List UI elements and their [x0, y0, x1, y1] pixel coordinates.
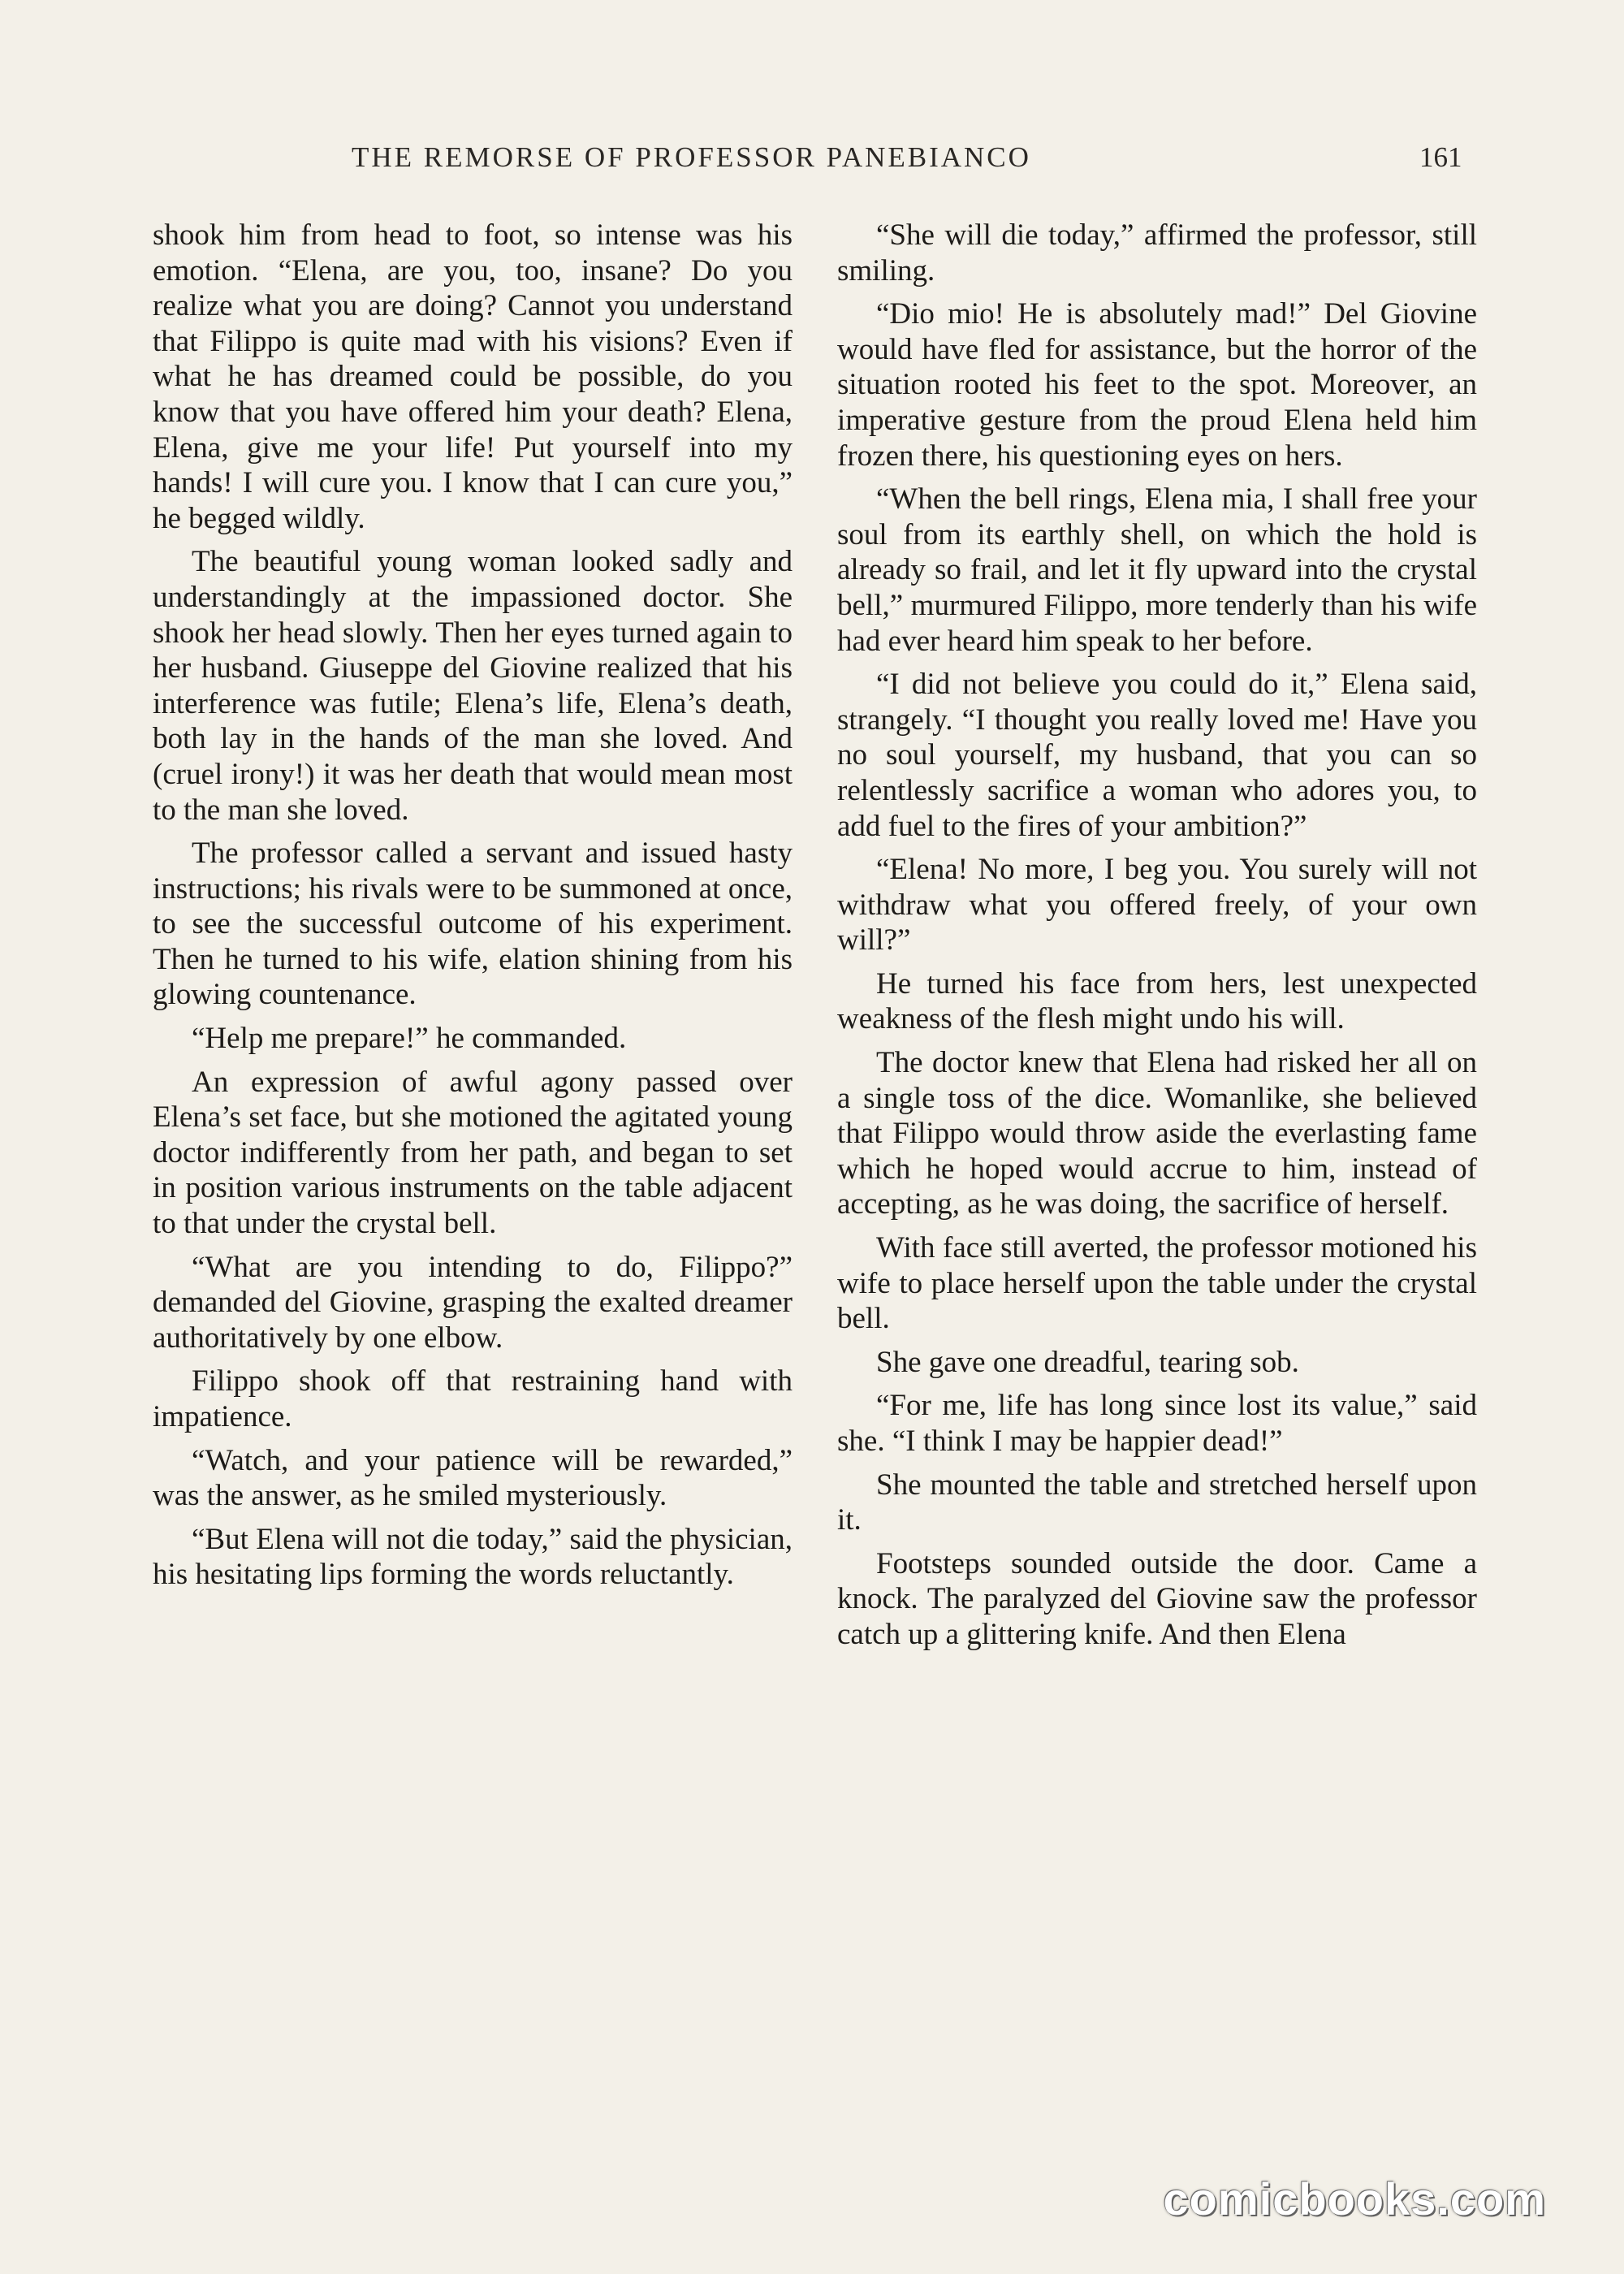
paragraph: “She will die today,” affirmed the professor, still smiling. [837, 218, 1477, 287]
paragraph: Filippo shook off that restraining hand with impatience. [153, 1364, 793, 1433]
paragraph: He turned his face from hers, lest unexpected weakness of the flesh might undo his will. [837, 966, 1477, 1036]
paragraph: “Watch, and your patience will be rewarded,” was the answer, as he smiled mysteriously. [153, 1443, 793, 1513]
paragraph: “Dio mio! He is absolutely mad!” Del Giovine would have fled for assistance, but the horror of the situation rooted his feet to the spot. Moreover, an imperative gesture from the proud Elena held him frozen there, his questioning eyes on hers. [837, 297, 1477, 473]
paragraph: She mounted the table and stretched herself upon it. [837, 1468, 1477, 1537]
left-column [153, 218, 793, 1601]
paragraph: Footsteps sounded outside the door. Came a knock. The paralyzed del Giovine saw the professor catch up a glittering knife. And then Elena [837, 1546, 1477, 1651]
paragraph: “Elena! No more, I beg you. You surely will not withdraw what you offered freely, of your own will?” [837, 853, 1477, 958]
paragraph: She gave one dreadful, tearing sob. [876, 1345, 1299, 1379]
paragraph: The doctor knew that Elena had risked her all on a single toss of the dice. Womanlike, she believed that Filippo would throw aside the everlasting fame which he hoped would accrue to him, instead of accepting, as he was doing, the sacrifice of herself. [837, 1046, 1477, 1221]
paragraph: With face still averted, the professor motioned his wife to place herself upon the table under the crystal bell. [837, 1231, 1477, 1336]
page-number: 161 [1419, 141, 1462, 173]
paragraph: An expression of awful agony passed over Elena’s set face, but she motioned the agitated young doctor indifferently from her path, and began to set in position various instruments on the table adjacent to that under the crystal bell. [153, 1065, 793, 1241]
paragraph: The professor called a servant and issued hasty instructions; his rivals were to be summoned at once, to see the successful outcome of his experiment. Then he turned to his wife, elation shining from his glowing countenance. [153, 837, 793, 1012]
paragraph: shook him from head to foot, so intense was his emotion. “Elena, are you, too, insane? Do you realize what you are doing? Cannot you understand that Filippo is quite mad with his visions? Even if what he has dreamed could be possible, do you know that you have offered him your death? Elena, Elena, give me your life! Put yourself into my hands! I will cure you. I know that I can cure you,” he begged wildly. [153, 218, 793, 535]
paragraph: “When the bell rings, Elena mia, I shall free your soul from its earthly shell, on which the hold is already so frail, and let it fly upward into the crystal bell,” murmured Filippo, more tenderly than his wife had ever heard him speak to her before. [837, 482, 1477, 658]
running-title: THE REMORSE OF PROFESSOR PANEBIANCO [352, 141, 1031, 173]
right-column [837, 218, 1477, 1661]
site-watermark: comicbooks.com [1163, 2173, 1546, 2224]
paragraph: The beautiful young woman looked sadly and understandingly at the impassioned doctor. She shook her head slowly. Then her eyes turned again to her husband. Giuseppe del Giovine realized that his interference was futile; Elena’s life, Elena’s death, both lay in the hands of the man she loved. And (cruel irony!) it was her death that would mean most to the man she loved. [153, 545, 793, 827]
paragraph: “But Elena will not die today,” said the physician, his hesitating lips forming the words reluctantly. [153, 1522, 793, 1592]
paragraph: “What are you intending to do, Filippo?” demanded del Giovine, grasping the exalted dreamer authoritatively by one elbow. [153, 1250, 793, 1355]
paragraph: “Help me prepare!” he commanded. [192, 1022, 627, 1056]
paragraph: “For me, life has long since lost its value,” said she. “I think I may be happier dead!” [837, 1389, 1477, 1458]
paragraph: “I did not believe you could do it,” Elena said, strangely. “I thought you really loved me! Have you no soul yourself, my husband, that you can so relentlessly sacrifice a woman who adores you, to add fuel to the fires of your ambition?” [837, 668, 1477, 843]
